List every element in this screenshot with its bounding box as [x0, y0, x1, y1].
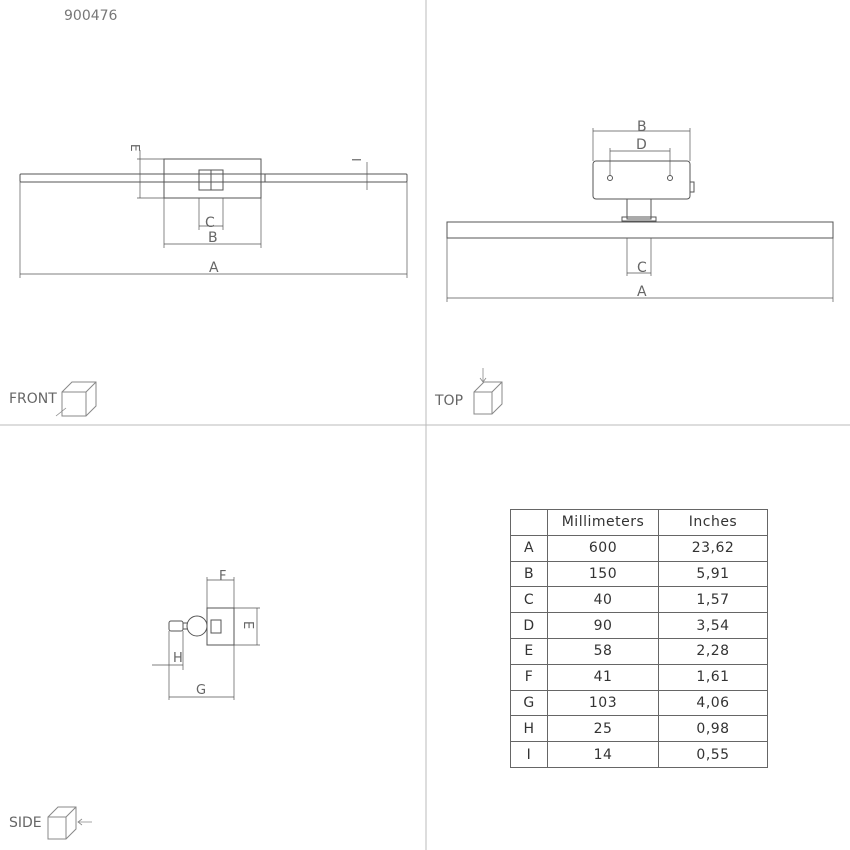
- row-millimeters: 58: [548, 638, 659, 664]
- front-dim-i-label: I: [349, 158, 363, 162]
- top-dim-b-label: B: [637, 119, 647, 135]
- row-label: E: [511, 638, 548, 664]
- side-dim-h-label: H: [173, 651, 183, 666]
- row-millimeters: 600: [548, 535, 659, 561]
- front-dim-b-label: B: [208, 230, 218, 246]
- top-dim-c-label: C: [637, 260, 647, 276]
- row-inches: 1,61: [659, 664, 768, 690]
- front-view-label: FRONT: [9, 391, 57, 407]
- top-view-label: TOP: [435, 393, 464, 409]
- header-millimeters: Millimeters: [548, 510, 659, 536]
- row-millimeters: 103: [548, 690, 659, 716]
- side-dim-e-label: E: [240, 621, 255, 630]
- dimension-table: [510, 509, 768, 768]
- row-label: A: [511, 535, 548, 561]
- row-inches: 0,98: [659, 716, 768, 742]
- row-inches: 1,57: [659, 587, 768, 613]
- row-millimeters: 25: [548, 716, 659, 742]
- front-dim-c-label: C: [205, 215, 215, 231]
- top-dim-a-label: A: [637, 284, 647, 300]
- top-dim-d-label: D: [636, 137, 647, 153]
- row-label: C: [511, 587, 548, 613]
- table-header-row: [511, 510, 768, 536]
- front-dim-e-label: E: [128, 144, 142, 152]
- row-inches: 23,62: [659, 535, 768, 561]
- row-inches: 2,28: [659, 638, 768, 664]
- table-row: [511, 561, 768, 587]
- table-row: [511, 535, 768, 561]
- side-dim-f-label: F: [219, 569, 227, 584]
- row-label: I: [511, 742, 548, 768]
- row-millimeters: 90: [548, 613, 659, 639]
- table-row: [511, 638, 768, 664]
- row-inches: 3,54: [659, 613, 768, 639]
- header-inches: Inches: [659, 510, 768, 536]
- table-row: [511, 613, 768, 639]
- row-label: G: [511, 690, 548, 716]
- row-millimeters: 14: [548, 742, 659, 768]
- row-label: D: [511, 613, 548, 639]
- table-row: [511, 587, 768, 613]
- side-view-label: SIDE: [9, 815, 42, 831]
- row-millimeters: 40: [548, 587, 659, 613]
- table-row: [511, 664, 768, 690]
- row-millimeters: 150: [548, 561, 659, 587]
- row-inches: 5,91: [659, 561, 768, 587]
- table-row: [511, 742, 768, 768]
- row-millimeters: 41: [548, 664, 659, 690]
- row-inches: 0,55: [659, 742, 768, 768]
- row-label: H: [511, 716, 548, 742]
- row-inches: 4,06: [659, 690, 768, 716]
- table-row: [511, 690, 768, 716]
- row-label: B: [511, 561, 548, 587]
- front-dim-a-label: A: [209, 260, 219, 276]
- product-code: 900476: [64, 8, 118, 24]
- header-label: [511, 510, 548, 536]
- side-dim-g-label: G: [196, 683, 207, 698]
- row-label: F: [511, 664, 548, 690]
- table-row: [511, 716, 768, 742]
